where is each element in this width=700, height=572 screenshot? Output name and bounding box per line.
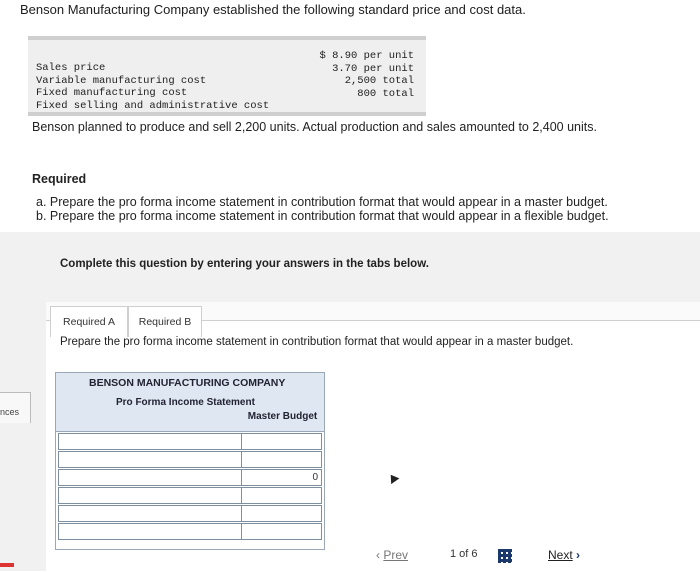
row-value-input[interactable] [241, 434, 321, 449]
statement-header [56, 373, 324, 432]
tab-required-a[interactable] [50, 306, 128, 337]
tab-label: Required A [63, 316, 115, 328]
table-row [58, 433, 322, 450]
table-row [58, 505, 322, 522]
tab-required-b[interactable] [128, 306, 202, 337]
grid-icon[interactable] [498, 549, 512, 563]
cost-label: Fixed selling and administrative cost [36, 99, 270, 112]
table-row [58, 523, 322, 540]
prev-label: Prev [383, 548, 409, 562]
cost-value: 800 total [357, 87, 414, 100]
prev-button[interactable] [376, 548, 408, 562]
cost-value: 3.70 per unit [332, 62, 414, 75]
progress-mark [0, 563, 14, 567]
statement-title: Pro Forma Income Statement [116, 397, 255, 408]
income-statement [55, 372, 325, 550]
references-side-tab[interactable] [0, 392, 31, 423]
row-label-input[interactable] [59, 452, 242, 467]
row-label-input[interactable] [59, 470, 242, 485]
row-label-input[interactable] [59, 524, 242, 539]
row-label-input[interactable] [59, 506, 242, 521]
next-label: Next [548, 548, 573, 562]
chevron-right-icon: › [572, 548, 581, 562]
cost-label: Sales price [36, 62, 106, 74]
cost-values [319, 50, 414, 100]
chevron-left-icon: ‹ [376, 548, 384, 562]
cost-label: Variable manufacturing cost [36, 74, 207, 87]
cost-data-table [28, 36, 426, 116]
row-value-input[interactable]: 0 [312, 472, 318, 483]
side-tab-label: nces [0, 407, 20, 417]
prepare-text: Prepare the pro forma income statement in contribution format that would appear in a master budget. [60, 336, 574, 348]
row-label-input[interactable] [59, 434, 242, 449]
statement-column-header: Master Budget [247, 411, 318, 422]
table-row [58, 451, 322, 468]
row-label-input[interactable] [59, 488, 242, 503]
intro-text: Benson Manufacturing Company established the following standard price and cost data. [20, 2, 526, 17]
cost-label: Fixed manufacturing cost [36, 87, 188, 99]
table-row [58, 487, 322, 504]
row-value-input[interactable] [241, 524, 321, 539]
plan-text: Benson planned to produce and sell 2,200 units. Actual production and sales amounted to 2,400 units. [32, 120, 597, 134]
cost-value: $ 8.90 per unit [319, 50, 414, 62]
instruction-text: Complete this question by entering your answers in the tabs below. [60, 258, 429, 270]
row-value-input[interactable] [241, 506, 321, 521]
required-a: a. Prepare the pro forma income statement in contribution format that would appear in a master budget. [36, 195, 608, 209]
cost-labels [36, 62, 269, 112]
required-b: b. Prepare the pro forma income statement in contribution format that would appear in a flexible budget. [36, 209, 609, 223]
row-value-input[interactable] [241, 488, 321, 503]
table-row [58, 469, 322, 486]
tab-label: Required B [138, 316, 192, 328]
row-value-input[interactable] [241, 452, 321, 467]
page-indicator: 1 of 6 [450, 548, 478, 560]
required-heading: Required [32, 172, 87, 186]
cost-value: 2,500 total [344, 75, 414, 87]
next-button[interactable] [548, 548, 580, 562]
statement-company: BENSON MANUFACTURING COMPANY [89, 377, 286, 389]
